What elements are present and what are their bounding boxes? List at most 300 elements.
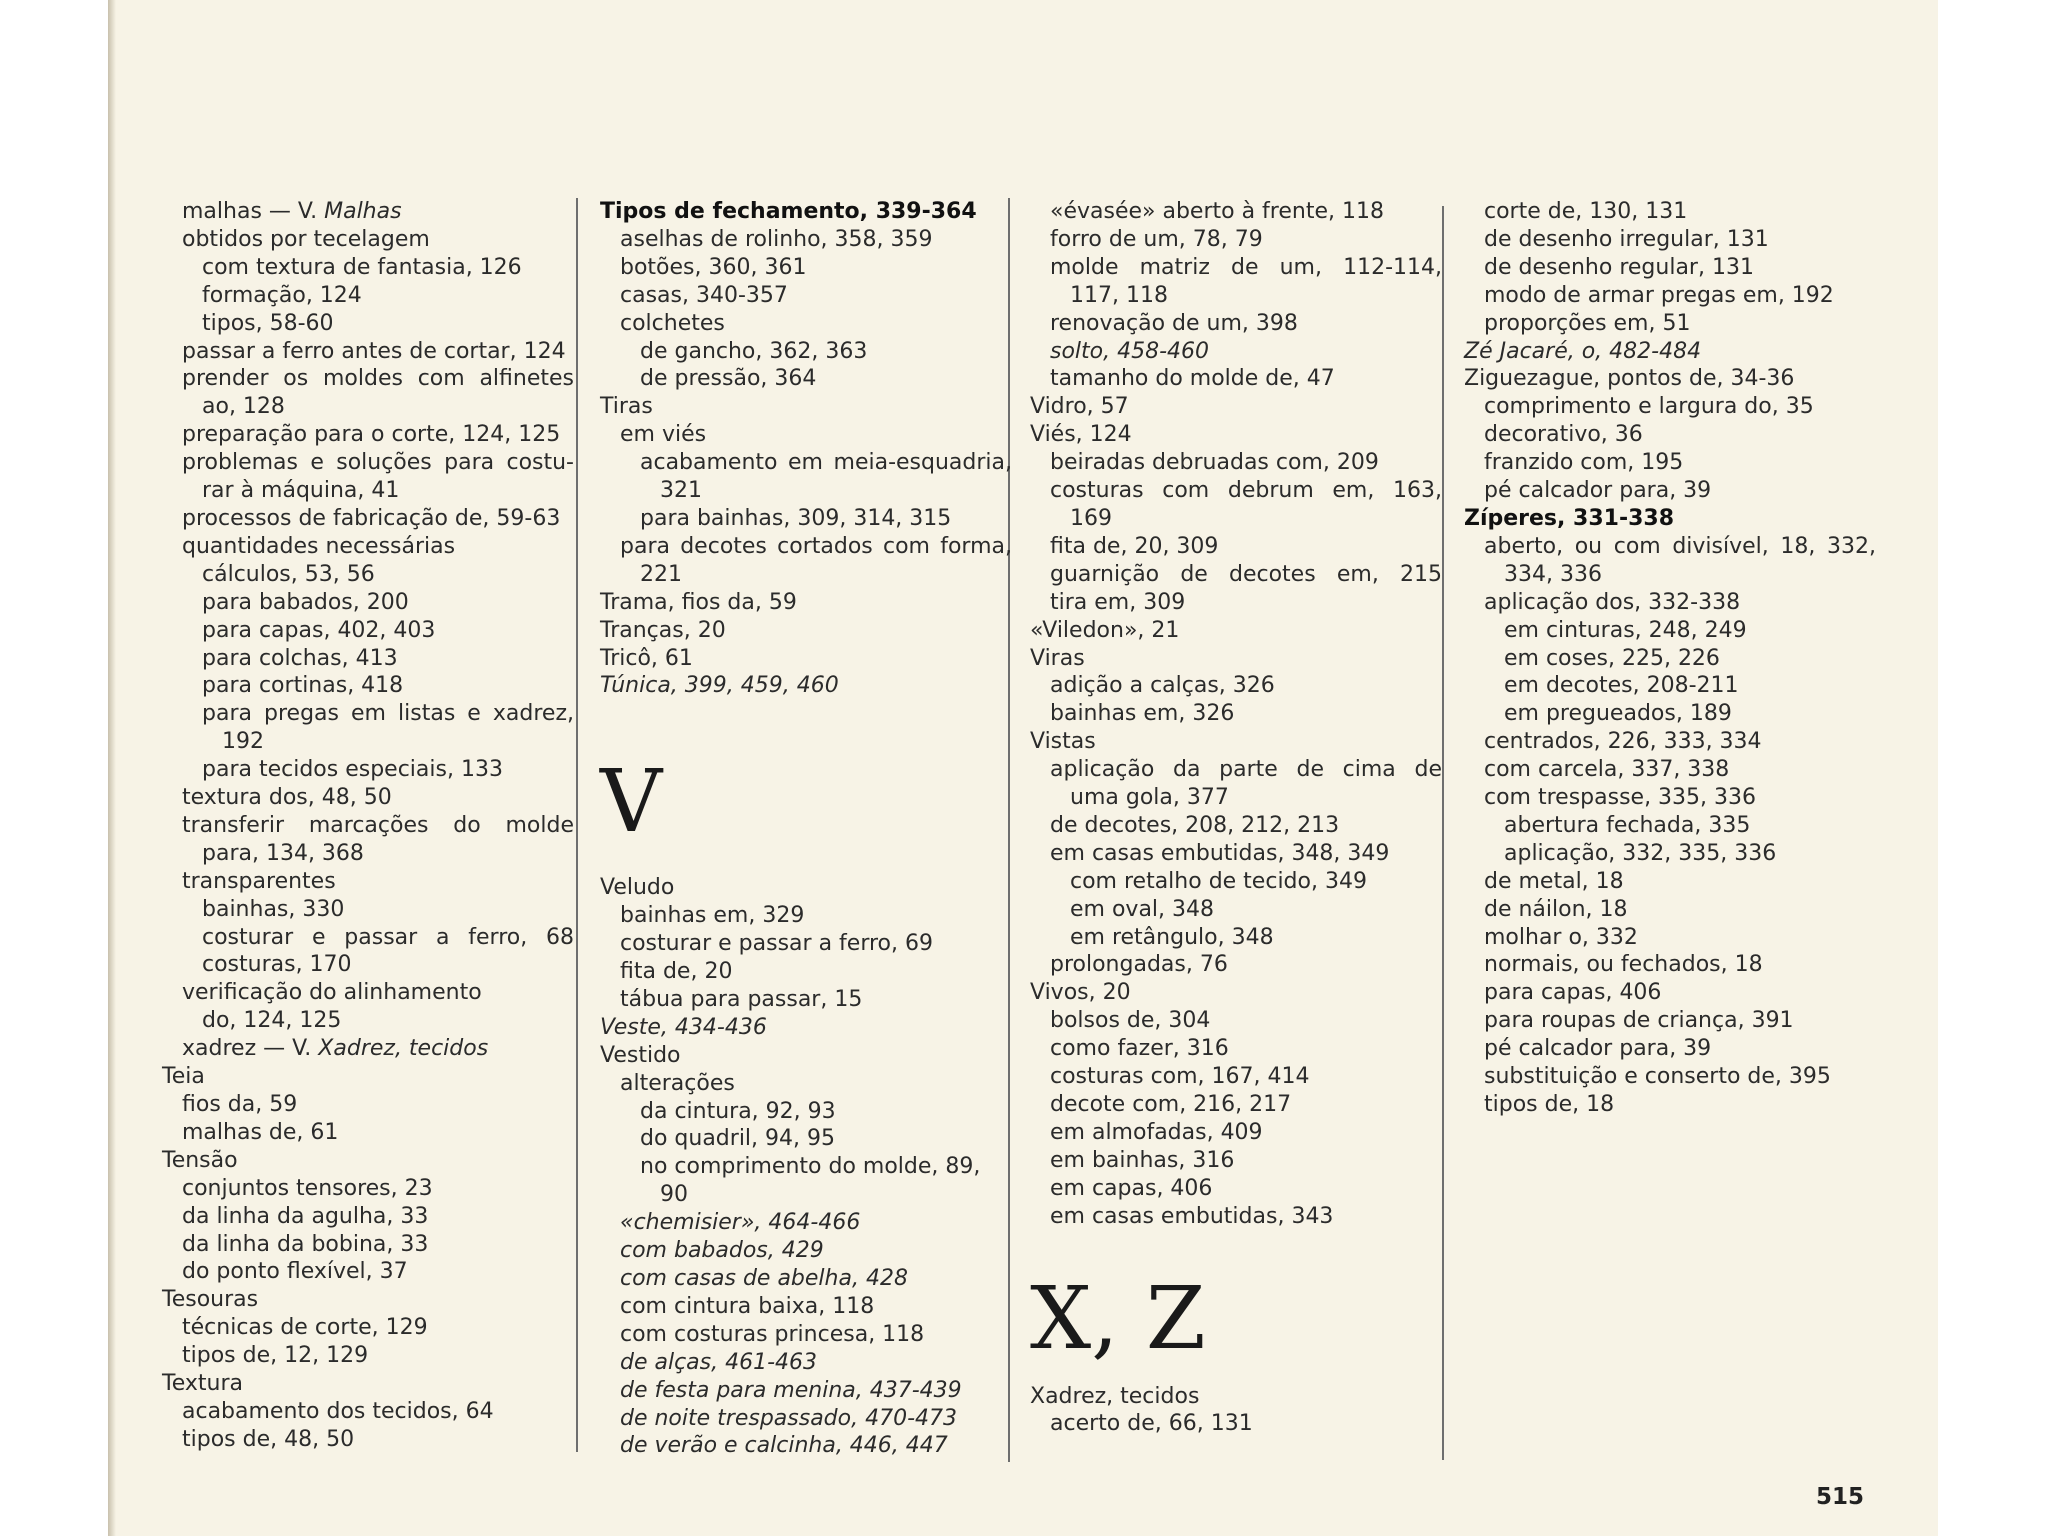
entry-text: molhar o, 332	[1484, 924, 1638, 950]
entry-text: malhas — V.	[182, 199, 325, 224]
index-entry	[600, 1209, 1012, 1237]
entry-text: para colchas, 413	[202, 645, 398, 671]
entry-text: fita de, 20	[620, 959, 733, 985]
entry-text: de gancho, 362, 363	[640, 338, 868, 364]
index-entry	[600, 617, 1012, 645]
index-entry	[1464, 198, 1876, 226]
index-entry	[1030, 477, 1442, 505]
index-entry	[1030, 226, 1442, 254]
index-entry	[162, 282, 574, 310]
index-entry	[162, 700, 574, 728]
entry-text: em pregueados, 189	[1504, 701, 1732, 727]
entry-text: do ponto flexível, 37	[182, 1259, 408, 1285]
index-entry	[162, 728, 574, 756]
entry-text: para cortinas, 418	[202, 673, 404, 699]
index-entry	[600, 393, 1012, 421]
entry-text: 169	[1070, 505, 1112, 531]
entry-text: processos de fabricação de, 59-63	[182, 505, 561, 531]
entry-text: guarnição de decotes em, 215	[1050, 561, 1442, 587]
entry-text: do quadril, 94, 95	[640, 1126, 836, 1152]
entry-text: para decotes cortados com forma,	[620, 533, 1012, 559]
index-entry	[600, 589, 1012, 617]
entry-text: Xadrez, tecidos	[1030, 1383, 1200, 1409]
index-entry	[600, 449, 1012, 477]
entry-text: adição a calças, 326	[1050, 673, 1275, 699]
index-entry	[1464, 1063, 1876, 1091]
index-entry	[600, 1014, 1012, 1042]
index-entry	[162, 1426, 574, 1454]
entry-text: com textura de fantasia, 126	[202, 254, 522, 280]
entry-text: prender os moldes com alfinetes	[182, 366, 574, 392]
entry-italic-text: com casas de abelha, 428	[620, 1266, 908, 1291]
entry-italic-text: de alças, 461-463	[620, 1349, 818, 1375]
entry-italic-text: «chemisier», 464-466	[620, 1210, 861, 1236]
index-entry	[162, 1342, 574, 1370]
entry-text: transferir marcações do molde	[182, 812, 574, 838]
index-list	[1030, 198, 1442, 1231]
entry-text: em retângulo, 348	[1070, 924, 1274, 950]
index-entry	[600, 902, 1012, 930]
entry-text: de metal, 18	[1484, 868, 1624, 894]
entry-text: costuras com, 167, 414	[1050, 1064, 1310, 1090]
entry-italic-text: Veste, 434-436	[600, 1014, 767, 1040]
entry-italic-text: de festa para menina, 437-439	[620, 1377, 962, 1403]
index-entry	[1464, 812, 1876, 840]
entry-text: 117, 118	[1070, 282, 1168, 308]
entry-text: da linha da bobina, 33	[182, 1231, 429, 1257]
entry-text: de pressão, 364	[640, 366, 817, 392]
index-entry	[1030, 449, 1442, 477]
entry-text: preparação para o corte, 124, 125	[182, 422, 561, 448]
entry-text: para capas, 406	[1484, 980, 1662, 1006]
index-entry	[162, 1398, 574, 1426]
entry-text: pé calcador para, 39	[1484, 478, 1712, 504]
index-entry	[162, 477, 574, 505]
entry-text: com costuras princesa, 118	[620, 1321, 925, 1347]
entry-text: rar à máquina, 41	[202, 478, 400, 504]
entry-text: verificação do alinhamento	[182, 980, 482, 1006]
entry-text: Tipos de fechamento, 339-364	[600, 199, 977, 224]
entry-text: Vidro, 57	[1030, 394, 1129, 420]
index-entry	[600, 672, 1012, 700]
index-entry	[1030, 505, 1442, 533]
index-entry	[1464, 477, 1876, 505]
index-entry	[600, 1070, 1012, 1098]
column-divider	[576, 198, 578, 1452]
index-column-3	[1030, 198, 1442, 1438]
index-entry	[1030, 979, 1442, 1007]
index-entry	[1030, 672, 1442, 700]
entry-text: fita de, 20, 309	[1050, 533, 1219, 559]
index-heading	[1464, 505, 1876, 533]
entry-text: tipos de, 48, 50	[182, 1426, 355, 1452]
entry-italic-text: de verão e calcinha, 446, 447	[620, 1433, 948, 1459]
entry-text: com carcela, 337, 338	[1484, 757, 1730, 783]
entry-text: aplicação dos, 332-338	[1484, 589, 1741, 615]
index-entry	[1030, 756, 1442, 784]
entry-text: centrados, 226, 333, 334	[1484, 729, 1762, 755]
index-entry	[162, 840, 574, 868]
entry-text: malhas de, 61	[182, 1119, 339, 1145]
entry-text: Vistas	[1030, 729, 1096, 755]
index-entry	[1464, 393, 1876, 421]
entry-text: aselhas de rolinho, 358, 359	[620, 226, 933, 252]
entry-text: colchetes	[620, 310, 725, 336]
entry-text: acabamento dos tecidos, 64	[182, 1398, 494, 1424]
index-entry	[600, 561, 1012, 589]
entry-text: 192	[222, 729, 264, 755]
index-entry	[1030, 254, 1442, 282]
entry-text: como fazer, 316	[1050, 1036, 1229, 1062]
index-list	[1464, 198, 1876, 1119]
index-entry	[1464, 421, 1876, 449]
entry-italic-text: de noite trespassado, 470-473	[620, 1405, 958, 1431]
index-entry	[1030, 1203, 1442, 1231]
entry-text: Trama, fios da, 59	[600, 589, 797, 615]
index-list	[1030, 1383, 1442, 1439]
index-entry	[162, 1370, 574, 1398]
entry-text: tipos de, 18	[1484, 1092, 1615, 1117]
entry-text: Ziguezague, pontos de, 34-36	[1464, 366, 1795, 392]
index-entry	[1464, 310, 1876, 338]
entry-text: tipos de, 12, 129	[182, 1343, 369, 1369]
index-entry	[1030, 896, 1442, 924]
entry-text: problemas e soluções para costu-	[182, 450, 574, 476]
entry-text: alterações	[620, 1070, 735, 1096]
index-entry	[1464, 868, 1876, 896]
entry-text: costuras com debrum em, 163,	[1050, 478, 1442, 504]
index-entry	[1464, 1035, 1876, 1063]
entry-text: Viés, 124	[1030, 422, 1132, 448]
index-entry	[1030, 393, 1442, 421]
index-entry	[1464, 1091, 1876, 1119]
index-entry	[1030, 533, 1442, 561]
index-entry	[600, 1237, 1012, 1265]
index-entry	[162, 1119, 574, 1147]
section-gap	[1030, 1369, 1442, 1383]
entry-text: com trespasse, 335, 336	[1484, 785, 1757, 811]
entry-text: com retalho de tecido, 349	[1070, 868, 1367, 894]
index-entry	[162, 310, 574, 338]
entry-text: 221	[640, 561, 682, 587]
index-entry	[162, 672, 574, 700]
index-entry	[1464, 728, 1876, 756]
index-entry	[162, 1175, 574, 1203]
entry-text: da linha da agulha, 33	[182, 1203, 429, 1229]
index-entry	[1030, 561, 1442, 589]
index-entry	[1030, 951, 1442, 979]
index-entry	[600, 874, 1012, 902]
index-entry	[1464, 617, 1876, 645]
index-entry	[1030, 589, 1442, 617]
index-entry	[1464, 672, 1876, 700]
entry-text: com cintura baixa, 118	[620, 1293, 875, 1319]
entry-text: molde matriz de um, 112-114,	[1050, 254, 1442, 280]
entry-text: quantidades necessárias	[182, 533, 456, 559]
entry-text: 334, 336	[1504, 561, 1602, 587]
index-entry	[162, 365, 574, 393]
index-entry	[162, 617, 574, 645]
index-entry	[1464, 561, 1876, 589]
index-entry	[600, 1042, 1012, 1070]
index-entry	[1030, 1091, 1442, 1119]
index-entry	[600, 310, 1012, 338]
index-entry	[600, 1405, 1012, 1433]
index-entry	[600, 1098, 1012, 1126]
entry-text: em casas embutidas, 348, 349	[1050, 840, 1390, 866]
index-entry	[600, 282, 1012, 310]
index-entry	[600, 930, 1012, 958]
index-entry	[600, 958, 1012, 986]
entry-text: 90	[660, 1182, 688, 1208]
entry-text: decote com, 216, 217	[1050, 1092, 1292, 1117]
index-entry	[1030, 338, 1442, 366]
entry-text: da cintura, 92, 93	[640, 1098, 836, 1124]
entry-text: Tensão	[162, 1147, 238, 1173]
index-entry	[1464, 924, 1876, 952]
entry-text: forro de um, 78, 79	[1050, 226, 1263, 252]
index-entry	[162, 1063, 574, 1091]
entry-text: para, 134, 368	[202, 840, 364, 866]
entry-text: franzido com, 195	[1484, 450, 1684, 476]
entry-text: costurar e passar a ferro, 68	[202, 924, 574, 950]
index-entry	[162, 421, 574, 449]
index-entry	[1030, 1007, 1442, 1035]
entry-text: Tesouras	[162, 1287, 259, 1313]
index-entry	[1030, 868, 1442, 896]
index-entry	[1464, 254, 1876, 282]
index-list	[600, 874, 1012, 1460]
entry-text: de decotes, 208, 212, 213	[1050, 812, 1340, 838]
index-entry	[162, 254, 574, 282]
entry-text: de náilon, 18	[1484, 896, 1628, 922]
index-entry	[600, 1153, 1012, 1181]
entry-text: de desenho irregular, 131	[1484, 226, 1769, 252]
entry-text: Tiras	[600, 394, 653, 420]
index-entry	[1030, 1410, 1442, 1438]
entry-text: transparentes	[182, 868, 336, 894]
column-divider	[1442, 206, 1444, 1460]
entry-text: bolsos de, 304	[1050, 1008, 1211, 1034]
entry-italic-text: com babados, 429	[620, 1238, 824, 1264]
entry-text: Vestido	[600, 1042, 681, 1068]
entry-text: Veludo	[600, 875, 675, 901]
index-entry	[162, 338, 574, 366]
index-entry	[1464, 979, 1876, 1007]
index-entry	[1030, 700, 1442, 728]
index-entry	[1030, 728, 1442, 756]
entry-text: técnicas de corte, 129	[182, 1315, 428, 1341]
index-entry	[1464, 1007, 1876, 1035]
entry-text: para roupas de criança, 391	[1484, 1008, 1794, 1034]
index-entry	[600, 1293, 1012, 1321]
entry-text: «Viledon», 21	[1030, 617, 1180, 643]
index-entry	[162, 449, 574, 477]
section-gap	[600, 700, 1012, 752]
entry-italic-text: Xadrez, tecidos	[318, 1036, 489, 1062]
index-entry	[162, 561, 574, 589]
index-entry	[1030, 1119, 1442, 1147]
index-entry	[600, 1265, 1012, 1293]
index-entry	[1030, 840, 1442, 868]
entry-italic-text: Túnica, 399, 459, 460	[600, 673, 839, 699]
index-list	[162, 198, 574, 1454]
entry-text: textura dos, 48, 50	[182, 785, 392, 811]
index-entry	[600, 1377, 1012, 1405]
index-entry	[1030, 924, 1442, 952]
entry-text: prolongadas, 76	[1050, 952, 1228, 978]
index-entry	[600, 365, 1012, 393]
entry-italic-text: Zé Jacaré, o, 482-484	[1464, 338, 1702, 364]
index-entry	[162, 393, 574, 421]
index-entry	[1464, 589, 1876, 617]
index-entry	[162, 1035, 574, 1063]
index-entry	[162, 784, 574, 812]
entry-text: beiradas debruadas com, 209	[1050, 450, 1379, 476]
index-entry	[600, 1321, 1012, 1349]
index-entry	[162, 756, 574, 784]
index-entry	[162, 226, 574, 254]
entry-text: bainhas, 330	[202, 896, 345, 922]
entry-text: para babados, 200	[202, 589, 409, 615]
index-entry	[162, 1258, 574, 1286]
entry-text: Teia	[162, 1064, 205, 1090]
entry-text: acabamento em meia-esquadria,	[640, 450, 1012, 476]
index-entry	[162, 198, 574, 226]
entry-text: em decotes, 208-211	[1504, 673, 1739, 699]
index-entry	[1030, 812, 1442, 840]
entry-text: para capas, 402, 403	[202, 617, 436, 643]
entry-text: proporções em, 51	[1484, 310, 1691, 336]
index-entry	[1030, 617, 1442, 645]
index-column-1	[162, 198, 574, 1454]
index-entry	[162, 1203, 574, 1231]
index-entry	[600, 533, 1012, 561]
index-entry	[1464, 896, 1876, 924]
entry-text: comprimento e largura do, 35	[1484, 394, 1814, 420]
entry-text: no comprimento do molde, 89,	[640, 1154, 981, 1180]
index-entry	[162, 896, 574, 924]
index-entry	[162, 1231, 574, 1259]
index-entry	[1030, 310, 1442, 338]
entry-text: Textura	[162, 1371, 243, 1397]
index-entry	[600, 645, 1012, 673]
entry-text: aplicação da parte de cima de	[1050, 757, 1442, 783]
index-entry	[1464, 226, 1876, 254]
index-entry	[1030, 645, 1442, 673]
entry-text: em almofadas, 409	[1050, 1119, 1263, 1145]
index-entry	[1464, 951, 1876, 979]
entry-text: aplicação, 332, 335, 336	[1504, 840, 1777, 866]
entry-text: passar a ferro antes de cortar, 124	[182, 338, 566, 364]
entry-text: Viras	[1030, 645, 1085, 671]
entry-text: em bainhas, 316	[1050, 1147, 1235, 1173]
index-entry	[1464, 645, 1876, 673]
index-entry	[1030, 1175, 1442, 1203]
section-gap	[600, 852, 1012, 874]
index-entry	[1464, 338, 1876, 366]
index-entry	[162, 1007, 574, 1035]
index-column-4	[1464, 198, 1876, 1119]
index-entry	[600, 1349, 1012, 1377]
index-entry	[1464, 784, 1876, 812]
index-entry	[1464, 700, 1876, 728]
index-entry	[162, 951, 574, 979]
page-spine-shadow	[108, 0, 116, 1536]
index-entry	[1030, 1383, 1442, 1411]
index-entry	[600, 338, 1012, 366]
entry-text: abertura fechada, 335	[1504, 812, 1751, 838]
index-entry	[162, 1147, 574, 1175]
index-entry	[600, 986, 1012, 1014]
index-entry	[600, 477, 1012, 505]
entry-text: Tranças, 20	[600, 617, 726, 643]
index-entry	[1030, 1063, 1442, 1091]
entry-text: casas, 340-357	[620, 282, 788, 308]
index-entry	[1030, 198, 1442, 226]
index-entry	[1464, 533, 1876, 561]
index-entry	[1030, 282, 1442, 310]
entry-text: formação, 124	[202, 282, 362, 308]
index-entry	[600, 226, 1012, 254]
index-entry	[1030, 784, 1442, 812]
index-entry	[162, 1286, 574, 1314]
section-gap	[1030, 1231, 1442, 1269]
entry-text: tamanho do molde de, 47	[1050, 366, 1335, 392]
index-entry	[162, 589, 574, 617]
page-number: 515	[1816, 1484, 1865, 1510]
entry-text: tira em, 309	[1050, 589, 1186, 615]
entry-text: em oval, 348	[1070, 896, 1215, 922]
index-entry	[600, 421, 1012, 449]
section-letter-xz: X, Z	[1030, 1268, 1206, 1369]
index-entry	[600, 1181, 1012, 1209]
entry-text: acerto de, 66, 131	[1050, 1411, 1253, 1437]
index-entry	[162, 868, 574, 896]
index-entry	[1030, 421, 1442, 449]
entry-text: Tricô, 61	[600, 645, 693, 671]
entry-text: em capas, 406	[1050, 1175, 1213, 1201]
entry-text: conjuntos tensores, 23	[182, 1175, 433, 1201]
entry-text: bainhas em, 326	[1050, 701, 1235, 727]
entry-text: cálculos, 53, 56	[202, 561, 375, 587]
entry-text: costurar e passar a ferro, 69	[620, 931, 933, 957]
index-entry	[1030, 365, 1442, 393]
entry-italic-text: Malhas	[324, 199, 402, 224]
entry-text: uma gola, 377	[1070, 785, 1229, 811]
index-entry	[1464, 756, 1876, 784]
index-column-2	[600, 198, 1012, 1460]
entry-text: fios da, 59	[182, 1092, 298, 1117]
entry-text: xadrez — V.	[182, 1036, 319, 1062]
index-entry	[1030, 1035, 1442, 1063]
index-entry	[162, 1091, 574, 1119]
entry-text: Vivos, 20	[1030, 980, 1131, 1006]
index-entry	[162, 924, 574, 952]
entry-text: substituição e conserto de, 395	[1484, 1064, 1831, 1090]
entry-text: para bainhas, 309, 314, 315	[640, 505, 952, 531]
entry-text: corte de, 130, 131	[1484, 199, 1688, 224]
index-entry	[1464, 840, 1876, 868]
index-heading	[600, 198, 1012, 226]
entry-text: obtidos por tecelagem	[182, 226, 430, 252]
section-letter-v: V	[600, 752, 663, 853]
entry-text: em viés	[620, 422, 707, 448]
entry-italic-text: solto, 458-460	[1050, 338, 1210, 364]
entry-text: modo de armar pregas em, 192	[1484, 282, 1834, 308]
index-entry	[162, 533, 574, 561]
entry-text: pé calcador para, 39	[1484, 1036, 1712, 1062]
